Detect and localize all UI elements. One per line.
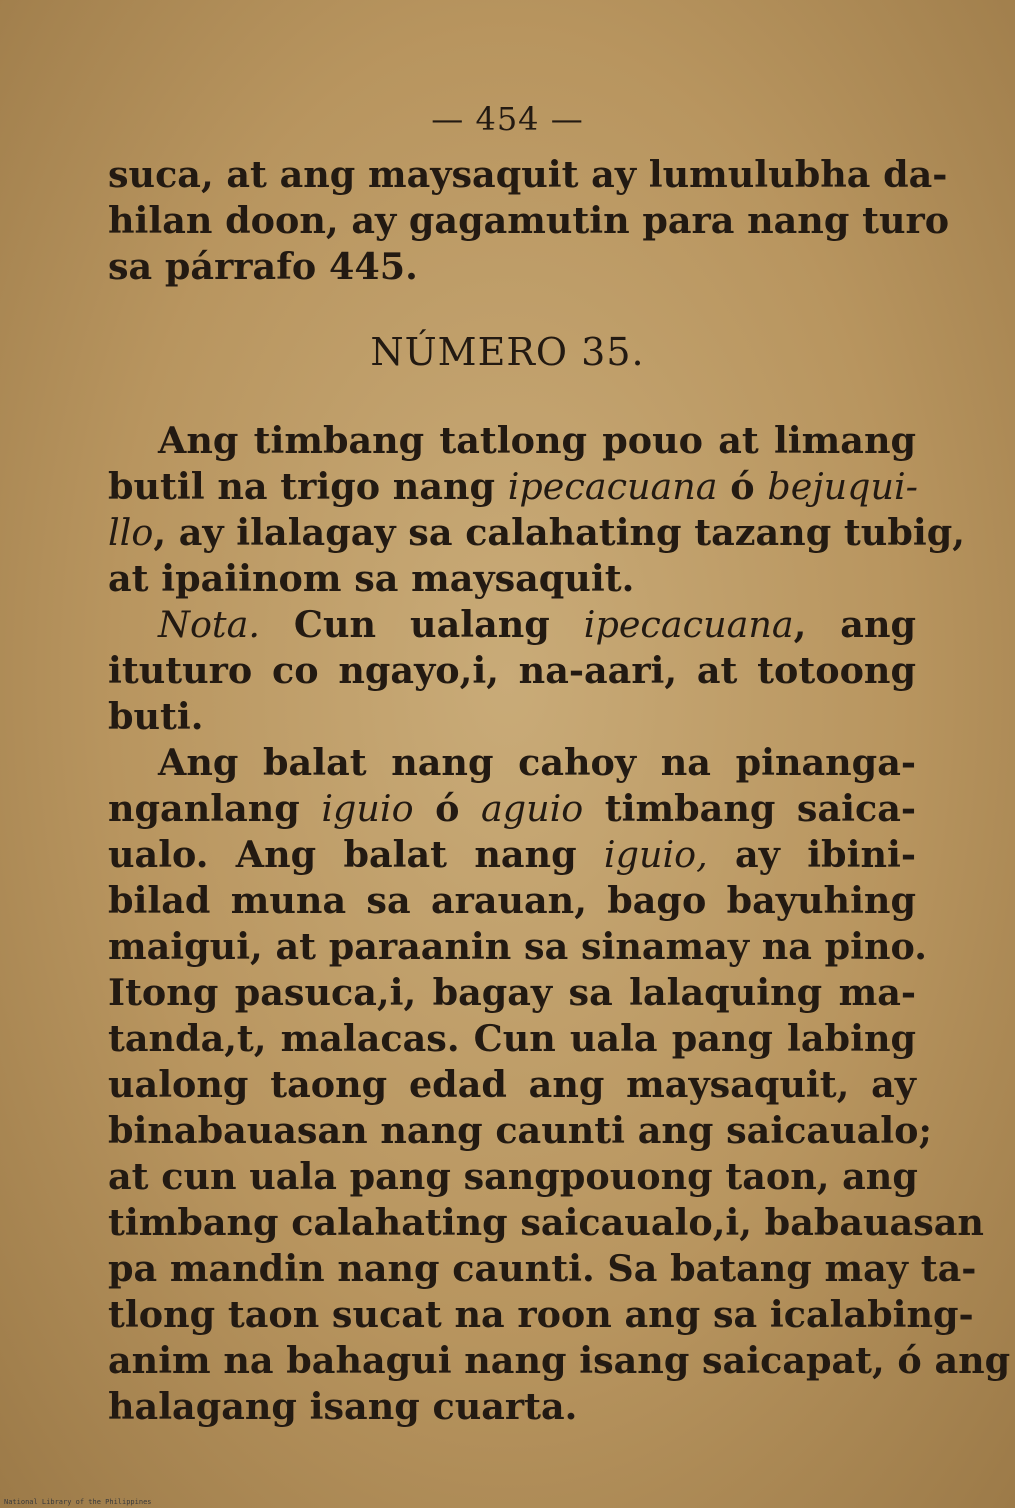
library-credit: National Library of the Philippines: [4, 1498, 152, 1506]
text-line: ituturo co ngayo,i, na-aari, at totoong: [108, 649, 916, 692]
text-run: timbang saica-: [583, 787, 916, 830]
italic-term: aguio: [480, 787, 584, 830]
text-line: [108, 510, 965, 556]
text-line: binabauasan nang caunti ang saicaualo;: [108, 1109, 932, 1152]
text-line: at cun uala pang sangpouong taon, ang: [108, 1155, 918, 1198]
text-line: [108, 832, 916, 878]
italic-term: iguio,: [603, 833, 708, 876]
text-line: pa mandin nang caunti. Sa batang may ta-: [108, 1247, 977, 1290]
text-line: sa párrafo 445.: [108, 245, 418, 288]
text-run: butil na trigo nang: [108, 465, 508, 508]
italic-term: iguio: [321, 787, 414, 830]
text-line: Ang timbang tatlong pouo at limang: [158, 419, 916, 462]
text-line: [108, 464, 919, 510]
text-line: [108, 602, 916, 648]
text-run: ay ibini-: [707, 833, 916, 876]
text-run: ualo. Ang balat nang: [108, 833, 604, 876]
paragraph-dosage: [108, 418, 965, 602]
text-line: at ipaiinom sa maysaquit.: [108, 557, 635, 600]
paragraph-nota: [108, 602, 916, 740]
text-line: tlong taon sucat na roon ang sa icalabing-: [108, 1293, 974, 1336]
text-line: tanda,t, malacas. Cun uala pang labing: [108, 1017, 916, 1060]
page-number: — 454 —: [431, 100, 584, 138]
text-line: hilan doon, ay gagamutin para nang turo: [108, 199, 950, 242]
text-run: nganlang: [108, 787, 322, 830]
text-line: Ang balat nang cahoy na pinanga-: [158, 741, 916, 784]
text-line: ualong taong edad ang maysaquit, ay: [108, 1063, 916, 1106]
text-line: maigui, at paraanin sa sinamay na pino.: [108, 925, 927, 968]
italic-term: ipecacuana: [583, 603, 794, 646]
text-run: , ay ilalagay sa calahating tazang tubig,: [153, 511, 965, 554]
italic-term: bejuqui-: [767, 465, 919, 508]
intro-paragraph: [108, 152, 950, 290]
text-line: suca, at ang maysaquit ay lumulubha da-: [108, 153, 948, 196]
text-line: [108, 786, 916, 832]
italic-term: ipecacuana: [507, 465, 718, 508]
section-heading: NÚMERO 35.: [370, 330, 645, 374]
paragraph-iguio: [108, 740, 1011, 1430]
text-line: buti.: [108, 695, 204, 738]
text-line: bilad muna sa arauan, bago bayuhing: [108, 879, 916, 922]
text-line: timbang calahating saicaualo,i, babauasan: [108, 1201, 984, 1244]
text-run: ó: [413, 787, 481, 830]
text-line: anim na bahagui nang isang saicapat, ó ang: [108, 1339, 1011, 1382]
text-run: ó: [717, 465, 768, 508]
text-line: Itong pasuca,i, bagay sa lalaquing ma-: [108, 971, 916, 1014]
text-run: , ang: [793, 603, 917, 646]
nota-label: Nota.: [158, 603, 260, 646]
italic-term: llo: [108, 511, 154, 554]
text-line: halagang isang cuarta.: [108, 1385, 578, 1428]
text-run: Cun ualang: [259, 603, 584, 646]
